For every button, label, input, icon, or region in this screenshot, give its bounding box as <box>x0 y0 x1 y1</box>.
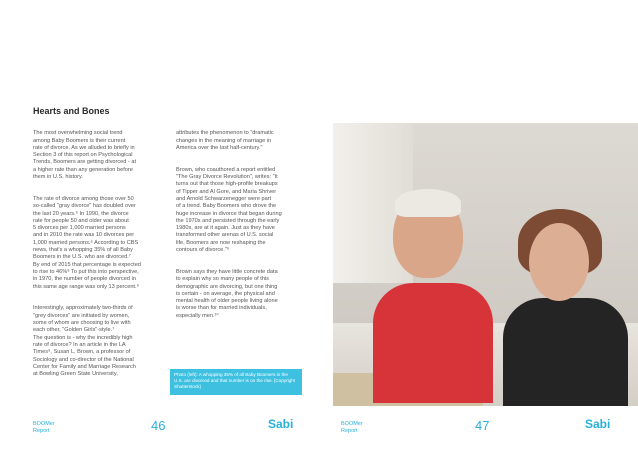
page-number: 47 <box>475 418 490 433</box>
photo-caption: Photo (left): A whopping 35% of all Baby Boomers in the U.S. are divorced and that number is on the rise. [Copyright Shutterstock] <box>170 369 302 395</box>
photo-man-hair <box>395 189 461 217</box>
photo-woman-body <box>503 298 628 406</box>
footer-brand <box>341 421 363 434</box>
page-number: 46 <box>151 418 166 433</box>
photo-woman-head <box>529 223 589 301</box>
footer-brand-line1: BOOMer <box>341 421 363 427</box>
paragraph: The rate of divorce among those over 50 so-called "gray divorce" has doubled over the last 20 years.⁵ In 1990, the divorce rate for people 50 and older was about 5 divorces per 1,000 married persons and in 2010 the rate was 10 divorces per 1,000 married persons.⁶ According to CBS news, that's a whopping 35% of all Baby Boomers in the U.S. who are divorced.⁷ By end of 2015 that percentage is expected to rise to 46%⁸ To put this into perspective, in 1970, the number of people divorced in this same age range was only 13 percent.⁹ <box>33 195 141 290</box>
paragraph: Interestingly, approximately two-thirds of "grey divorces" are initiated by women, some of whom are choosing to live with each other, "Golden Girls"-style.⁷ The question is - why the incredibly high rate of divorce? In an article in the LA Times⁹, Susan L. Brown, a professor of Sociology and co-director of the National Center for Family and Marriage Research at Bowling Green State University, <box>33 305 136 378</box>
footer-brand-line1: BOOMer <box>33 421 55 427</box>
sabi-logo: Sabi <box>268 417 294 431</box>
paragraph: attributes the phenomenon to "dramatic changes in the meaning of marriage in America over the last half-century." <box>176 130 274 151</box>
footer-brand-line2: Report <box>33 427 50 434</box>
paragraph: Brown says they have little concrete data to explain why so many people of this demographic are divorcing, but one thing is certain - on average, the physical and mental health of older people living alone is worse than for married individuals, especially men.¹⁰ <box>176 268 278 319</box>
sabi-logo: Sabi <box>585 417 611 431</box>
paragraph: Brown, who coauthored a report entitled "The Gray Divorce Revolution", writes: "It turns out that those high-profile breakups of Tipper and Al Gore, and Maria Shriver and Arnold Schwarzenegger were part of a trend. Baby Boomers who drove the huge increase in divorce that began during the 1970s and persisted through the early 1980s, are at it again. Just as they have transformed other arenas of U.S. social life, Boomers are now reshaping the contours of divorce."⁹ <box>176 166 282 254</box>
photo-man-shirt <box>373 283 493 403</box>
paragraph: The most overwhelming social trend among Baby Boomers is their current rate of divorce. As we alluded to briefly in Section 3 of this report on Psychological Trends, Boomers are getting divorced - at a higher rate than any generation before them in U.S. history. <box>33 130 137 181</box>
couple-photo <box>333 123 638 406</box>
text-column-2 <box>176 123 304 335</box>
footer-brand-line2: Report <box>341 427 358 434</box>
section-heading: Hearts and Bones <box>33 106 110 116</box>
text-column-1 <box>33 123 161 393</box>
footer-brand <box>33 421 55 434</box>
